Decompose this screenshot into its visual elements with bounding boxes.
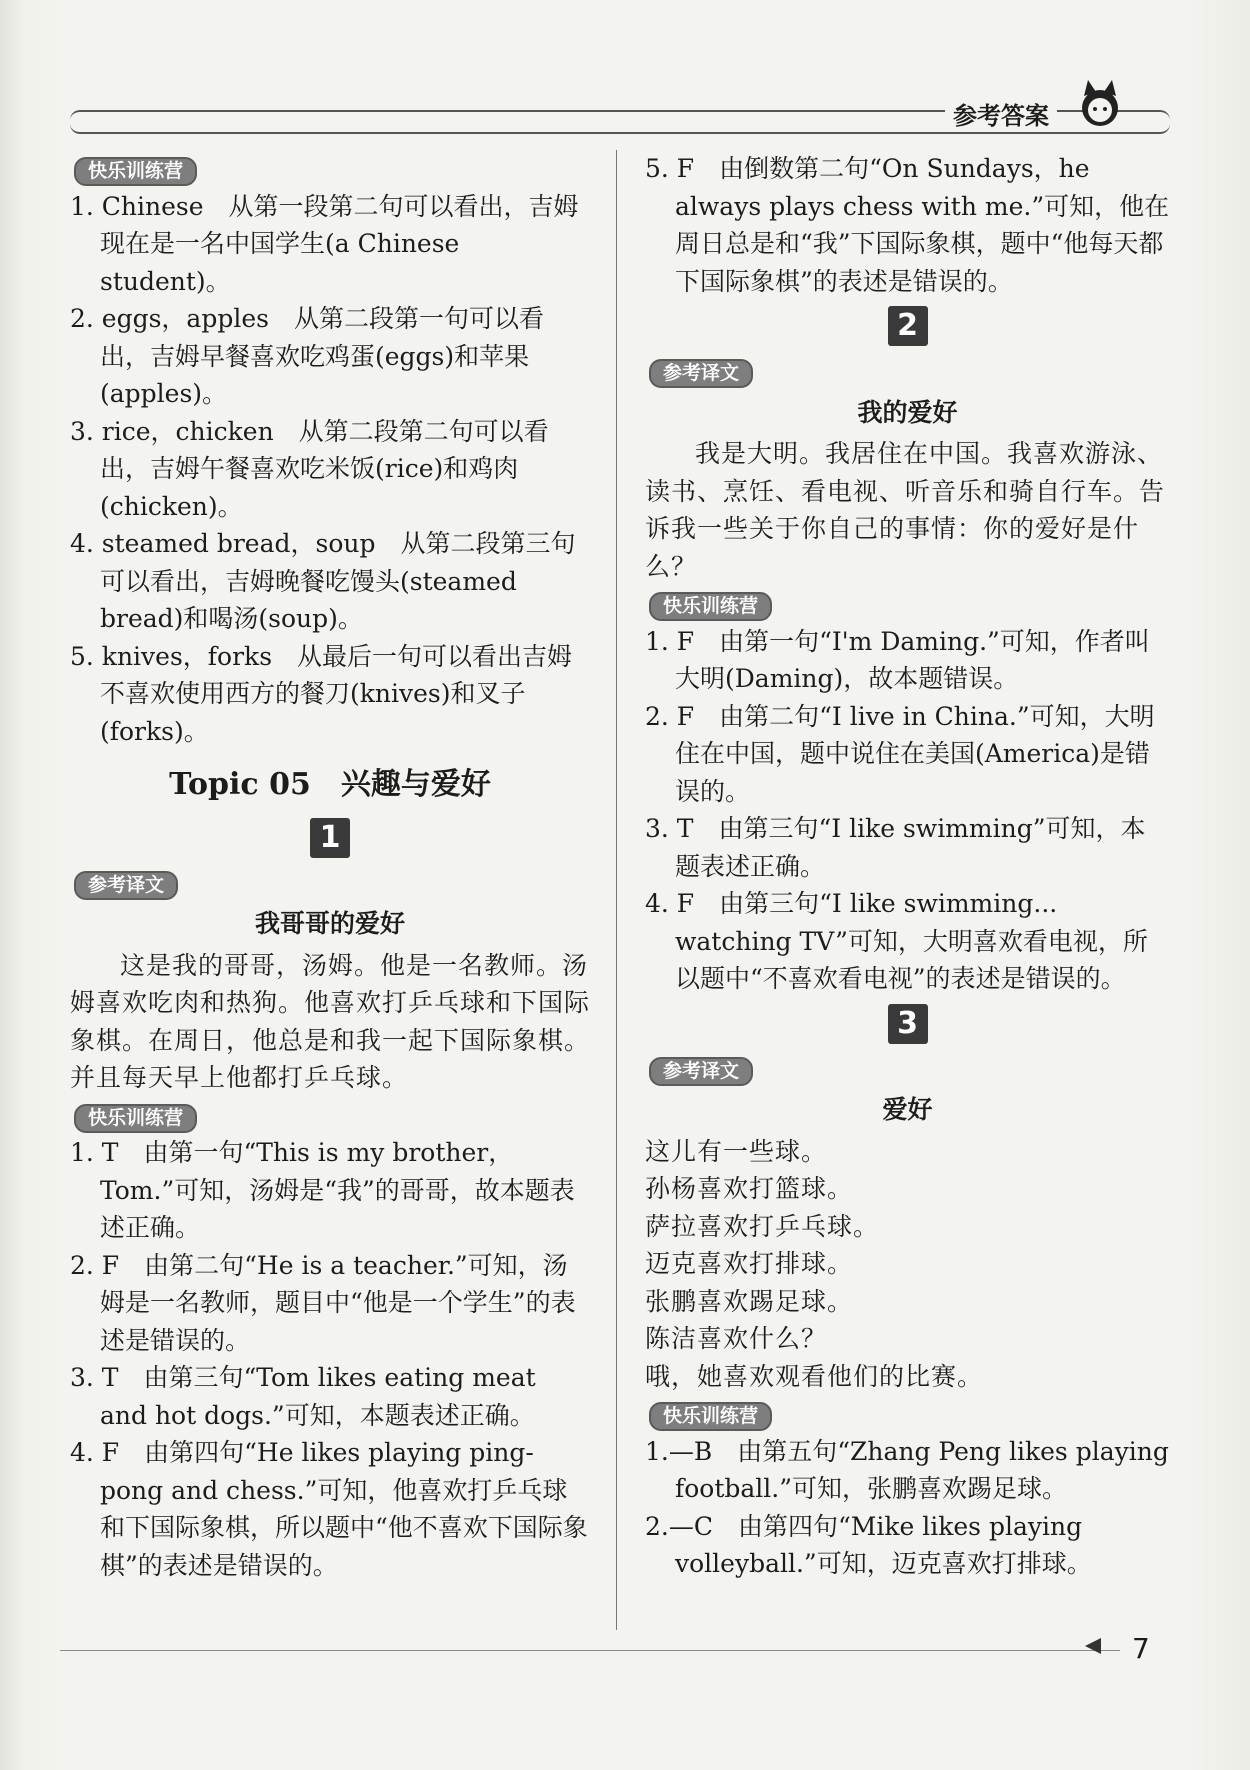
passage-text: 我是大明。我居住在中国。我喜欢游泳、读书、烹饪、看电视、听音乐和骑自行车。告诉我一些关于你自己的事情：你的爱好是什么？	[645, 439, 1166, 581]
section-number: 1	[310, 818, 350, 858]
answer-item: 3. T 由第三句“Tom likes eating meat and hot dogs.”可知，本题表述正确。	[70, 1363, 536, 1430]
section-banner: 参考译文	[74, 871, 178, 900]
answer-item: 2. F 由第二句“I live in China.”可知，大明住在中国，题中说住在美国(America)是错误的。	[645, 701, 1155, 806]
passage-line: 孙杨喜欢打篮球。	[645, 1174, 854, 1203]
section-banner: 快乐训练营	[649, 1402, 772, 1431]
passage-title: 我哥哥的爱好	[254, 909, 405, 938]
answer-item: 5. F 由倒数第二句“On Sundays，he always plays chess with me.”可知，他在周日总是和“我”下国际象棋，题中“他每天都下国际象棋”的表述是错误的。	[645, 154, 1170, 296]
section-banner: 参考译文	[649, 359, 753, 388]
answer-item: 2. eggs，apples 从第二段第一句可以看出，吉姆早餐喜欢吃鸡蛋(eggs)和苹果(apples)。	[70, 304, 544, 408]
passage-title: 爱好	[882, 1095, 933, 1124]
answer-item: 4. steamed bread，soup 从第二段第三句可以看出，吉姆晚餐吃馒头(steamed bread)和喝汤(soup)。	[70, 529, 576, 633]
answer-item: 1. Chinese 从第一段第二句可以看出，吉姆现在是一名中国学生(a Chinese student)。	[70, 191, 579, 296]
answer-item: 1. T 由第一句“This is my brother，Tom.”可知，汤姆是“我”的哥哥，故本题表述正确。	[70, 1138, 575, 1242]
passage-text: 这是我的哥哥，汤姆。他是一名教师。汤姆喜欢吃肉和热狗。他喜欢打乒乓球和下国际象棋。在周日，他总是和我一起下国际象棋。并且每天早上他都打乒乓球。	[70, 950, 591, 1092]
header-title: 参考答案	[945, 96, 1057, 131]
passage-line: 迈克喜欢打排球。	[645, 1249, 854, 1278]
left-column	[70, 150, 590, 1584]
section-banner: 快乐训练营	[649, 592, 772, 621]
passage-line: 张鹏喜欢踢足球。	[645, 1286, 854, 1316]
answer-item: 3. T 由第三句“I like swimming”可知，本题表述正确。	[645, 814, 1146, 881]
cat-mascot-icon	[1070, 74, 1130, 134]
topic-title: Topic 05 兴趣与爱好	[169, 767, 491, 802]
answer-item: 3. rice，chicken 从第二段第二句可以看出，吉姆午餐喜欢吃米饭(rice)和鸡肉(chicken)。	[70, 416, 549, 521]
answer-item: 2. F 由第二句“He is a teacher.”可知，汤姆是一名教师，题目中“他是一个学生”的表述是错误的。	[70, 1250, 576, 1355]
section-banner: 快乐训练营	[74, 1104, 197, 1133]
passage-line: 这儿有一些球。	[645, 1136, 828, 1166]
passage-line: 陈洁喜欢什么？	[645, 1324, 828, 1353]
section-number: 3	[888, 1004, 928, 1044]
answer-item: 1. F 由第一句“I'm Daming.”可知，作者叫大明(Daming)，故本题错误。	[645, 626, 1150, 693]
section-banner: 参考译文	[649, 1057, 753, 1086]
right-column	[645, 150, 1170, 1583]
footer-rule	[60, 1650, 1120, 1651]
answer-item: 1.—B 由第五句“Zhang Peng likes playing football.”可知，张鹏喜欢踢足球。	[645, 1436, 1169, 1503]
answer-item: 5. knives，forks 从最后一句可以看出吉姆不喜欢使用西方的餐刀(knives)和叉子(forks)。	[70, 641, 573, 746]
page-number: 7	[1132, 1632, 1150, 1665]
passage-line: 哦，她喜欢观看他们的比赛。	[645, 1361, 984, 1391]
column-divider	[616, 150, 617, 1630]
answer-item: 2.—C 由第四句“Mike likes playing volleyball.”可知，迈克喜欢打排球。	[645, 1511, 1092, 1578]
passage-title: 我的爱好	[857, 397, 958, 427]
answer-item: 4. F 由第四句“He likes playing ping-pong and chess.”可知，他喜欢打乒乓球和下国际象棋，所以题中“他不喜欢下国际象棋”的表述是错误的。	[70, 1438, 588, 1580]
section-banner: 快乐训练营	[74, 157, 197, 186]
section-number: 2	[888, 306, 928, 346]
arrow-left-icon	[1085, 1638, 1101, 1654]
answer-item: 4. F 由第三句“I like swimming... watching TV”可知，大明喜欢看电视，所以题中“不喜欢看电视”的表述是错误的。	[645, 889, 1148, 993]
passage-line: 萨拉喜欢打乒乓球。	[645, 1211, 880, 1241]
